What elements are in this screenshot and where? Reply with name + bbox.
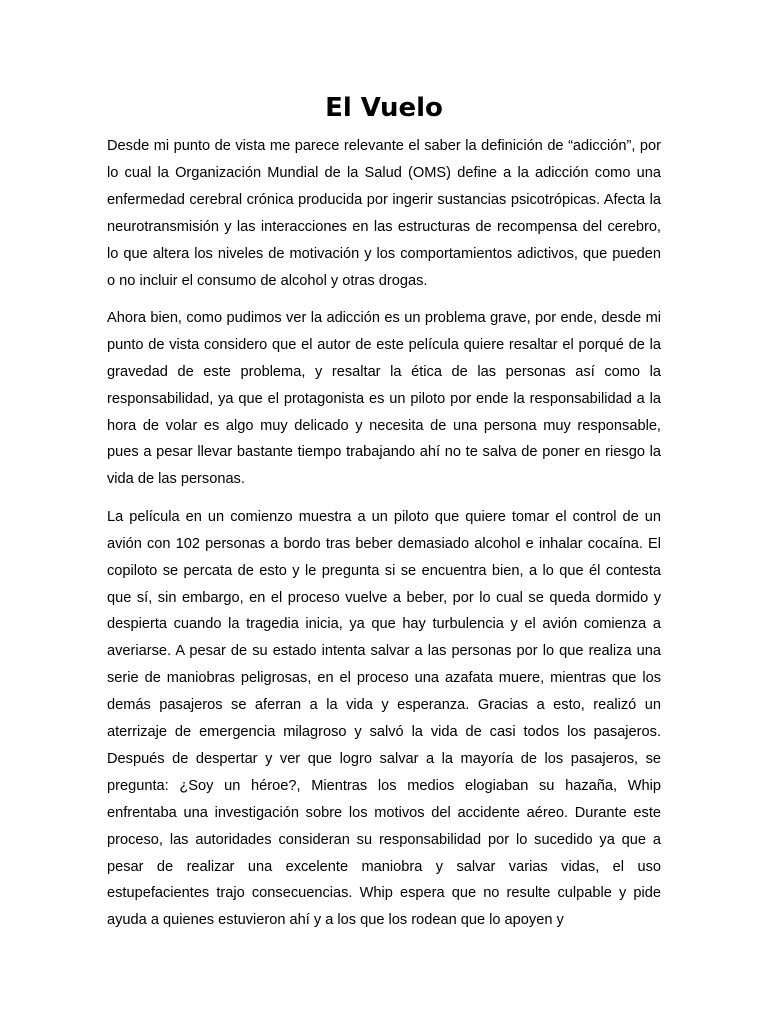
paragraph-1: Desde mi punto de vista me parece relevante el saber la definición de “adicción”, por lo cual la Organización Mundial de la Salud (OMS) define a la adicción como una enfermedad cerebral crónica producida por ingerir sustancias psicotrópicas. Afecta la neurotransmisión y las interacciones en las estructuras de recompensa del cerebro, lo que altera los niveles de motivación y los comportamientos adictivos, que pueden o no incluir el consumo de alcohol y otras drogas. <box>107 138 661 289</box>
document-title: El Vuelo <box>325 93 443 123</box>
paragraph-3: La película en un comienzo muestra a un piloto que quiere tomar el control de un avión con 102 personas a bordo tras beber demasiado alcohol e inhalar cocaína. El copiloto se percata de esto y le pregunta si se encuentra bien, a lo que él contesta que sí, sin embargo, en el proceso vuelve a beber, por lo cual se queda dormido y despierta cuando la tragedia inicia, ya que hay turbulencia y el avión comienza a averiarse. A pesar de su estado intenta salvar a las personas por lo que realiza una serie de maniobras peligrosas, en el proceso una azafata muere, mientras que los demás pasajeros se aferran a la vida y esperanza. Gracias a esto, realizó un aterrizaje de emergencia milagroso y salvó la vida de casi todos los pasajeros. Después de despertar y ver que logro salvar a la mayoría de los pasajeros, se pregunta: ¿Soy un héroe?, Mientras los medios elogiaban su hazaña, Whip enfrentaba una investigación sobre los motivos del accidente aéreo. Durante este proceso, las autoridades consideran su responsabilidad por lo sucedido ya que a pesar de realizar una excelente maniobra y salvar varias vidas, el uso estupefacientes trajo consecuencias. Whip espera que no resulte culpable y pide ayuda a quienes estuvieron ahí y a los que los rodean que lo apoyen y <box>107 508 661 929</box>
paragraph-2: Ahora bien, como pudimos ver la adicción es un problema grave, por ende, desde mi punto de vista considero que el autor de este película quiere resaltar el porqué de la gravedad de este problema, y resaltar la ética de las personas así como la responsabilidad, ya que el protagonista es un piloto por ende la responsabilidad a la hora de volar es algo muy delicado y necesita de una persona muy responsable, pues a pesar llevar bastante tiempo trabajando ahí no te salva de poner en riesgo la vida de las personas. <box>107 309 661 488</box>
document-body <box>107 133 661 945</box>
